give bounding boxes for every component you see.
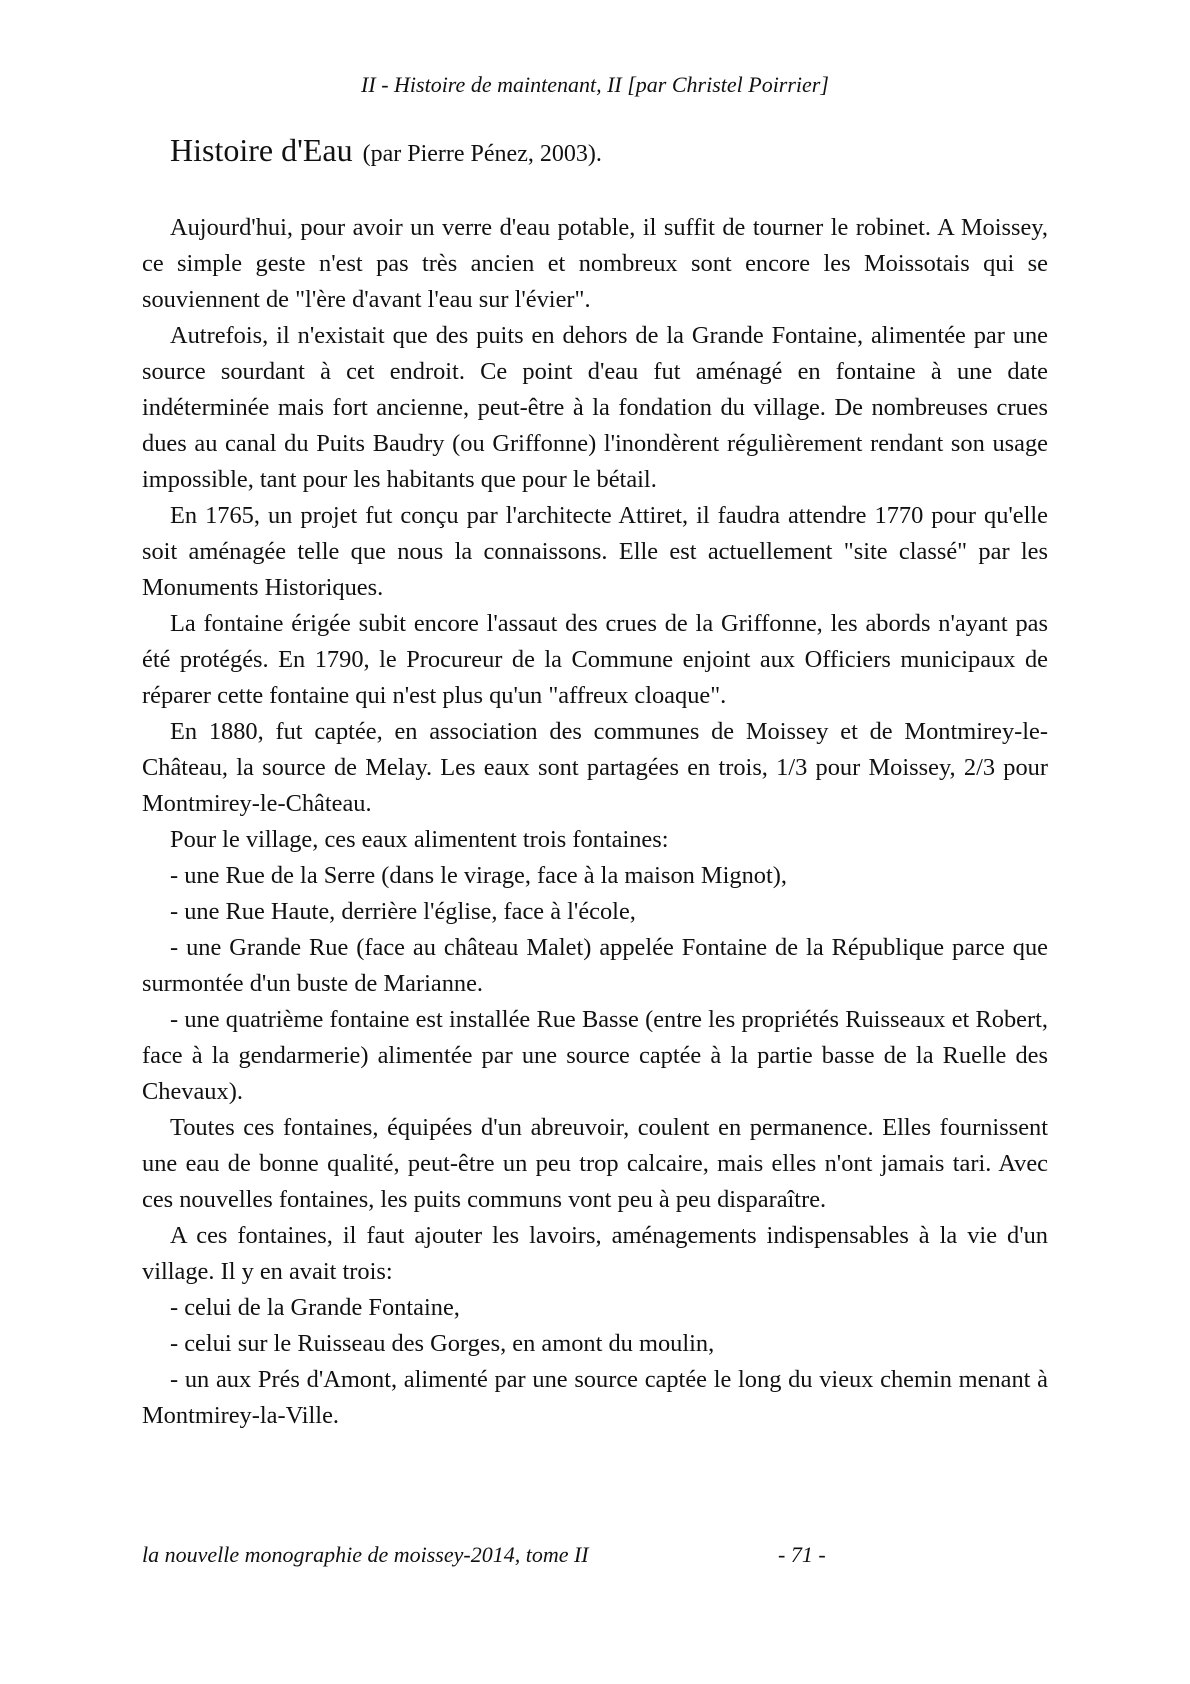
paragraph: Autrefois, il n'existait que des puits en dehors de la Grande Fontaine, alimentée par une source sourdant à cet endroit. Ce point d'eau fut aménagé en fontaine à une date indéterminée mais fort ancienne, peut-être à la fondation du village. De nombreuses crues dues au canal du Puits Baudry (ou Griffonne) l'inondèrent régulièrement rendant son usage impossible, tant pour les habitants que pour le bétail. bbox=[142, 322, 1048, 493]
paragraph: Pour le village, ces eaux alimentent trois fontaines: bbox=[170, 826, 669, 853]
paragraph: En 1765, un projet fut conçu par l'architecte Attiret, il faudra attendre 1770 pour qu'elle soit aménagée telle que nous la connaissons. Elle est actuellement "site classé" par les Monuments Historiques. bbox=[142, 502, 1048, 601]
paragraph: En 1880, fut captée, en association des communes de Moissey et de Montmirey-le-Château, la source de Melay. Les eaux sont partagées en trois, 1/3 pour Moissey, 2/3 pour Montmirey-le-Château. bbox=[142, 718, 1048, 817]
running-header: II - Histoire de maintenant, II [par Christel Poirrier] bbox=[361, 72, 829, 97]
footer-book-title: la nouvelle monographie de moissey-2014, tome II bbox=[142, 1542, 589, 1567]
article-title: Histoire d'Eau bbox=[170, 132, 353, 168]
article-body bbox=[142, 210, 1048, 1434]
paragraph: A ces fontaines, il faut ajouter les lavoirs, aménagements indispensables à la vie d'un village. Il y en avait trois: bbox=[142, 1222, 1048, 1285]
list-item: - celui sur le Ruisseau des Gorges, en amont du moulin, bbox=[170, 1330, 715, 1357]
list-item: - une Grande Rue (face au château Malet) appelée Fontaine de la République parce que surmontée d'un buste de Marianne. bbox=[142, 934, 1048, 997]
list-item: - celui de la Grande Fontaine, bbox=[170, 1294, 460, 1321]
paragraph: La fontaine érigée subit encore l'assaut des crues de la Griffonne, les abords n'ayant pas été protégés. En 1790, le Procureur de la Commune enjoint aux Officiers municipaux de réparer cette fontaine qui n'est plus qu'un "affreux cloaque". bbox=[142, 610, 1048, 709]
paragraph: Aujourd'hui, pour avoir un verre d'eau potable, il suffit de tourner le robinet. A Moissey, ce simple geste n'est pas très ancien et nombreux sont encore les Moissotais qui se souviennent de "l'ère d'avant l'eau sur l'évier". bbox=[142, 214, 1048, 313]
article-title-line bbox=[170, 130, 602, 170]
list-item: - un aux Prés d'Amont, alimenté par une source captée le long du vieux chemin menant à Montmirey-la-Ville. bbox=[142, 1366, 1048, 1429]
list-item: - une Rue Haute, derrière l'église, face à l'école, bbox=[170, 898, 636, 925]
list-item: - une Rue de la Serre (dans le virage, face à la maison Mignot), bbox=[170, 862, 787, 889]
article-byline: (par Pierre Pénez, 2003). bbox=[362, 141, 602, 167]
list-item: - une quatrième fontaine est installée Rue Basse (entre les propriétés Ruisseaux et Robert, face à la gendarmerie) alimentée par une source captée à la partie basse de la Ruelle des Chevaux). bbox=[142, 1006, 1048, 1105]
paragraph: Toutes ces fontaines, équipées d'un abreuvoir, coulent en permanence. Elles fournissent une eau de bonne qualité, peut-être un peu trop calcaire, mais elles n'ont jamais tari. Avec ces nouvelles fontaines, les puits communs vont peu à peu disparaître. bbox=[142, 1114, 1048, 1213]
page-number: - 71 - bbox=[778, 1542, 826, 1567]
